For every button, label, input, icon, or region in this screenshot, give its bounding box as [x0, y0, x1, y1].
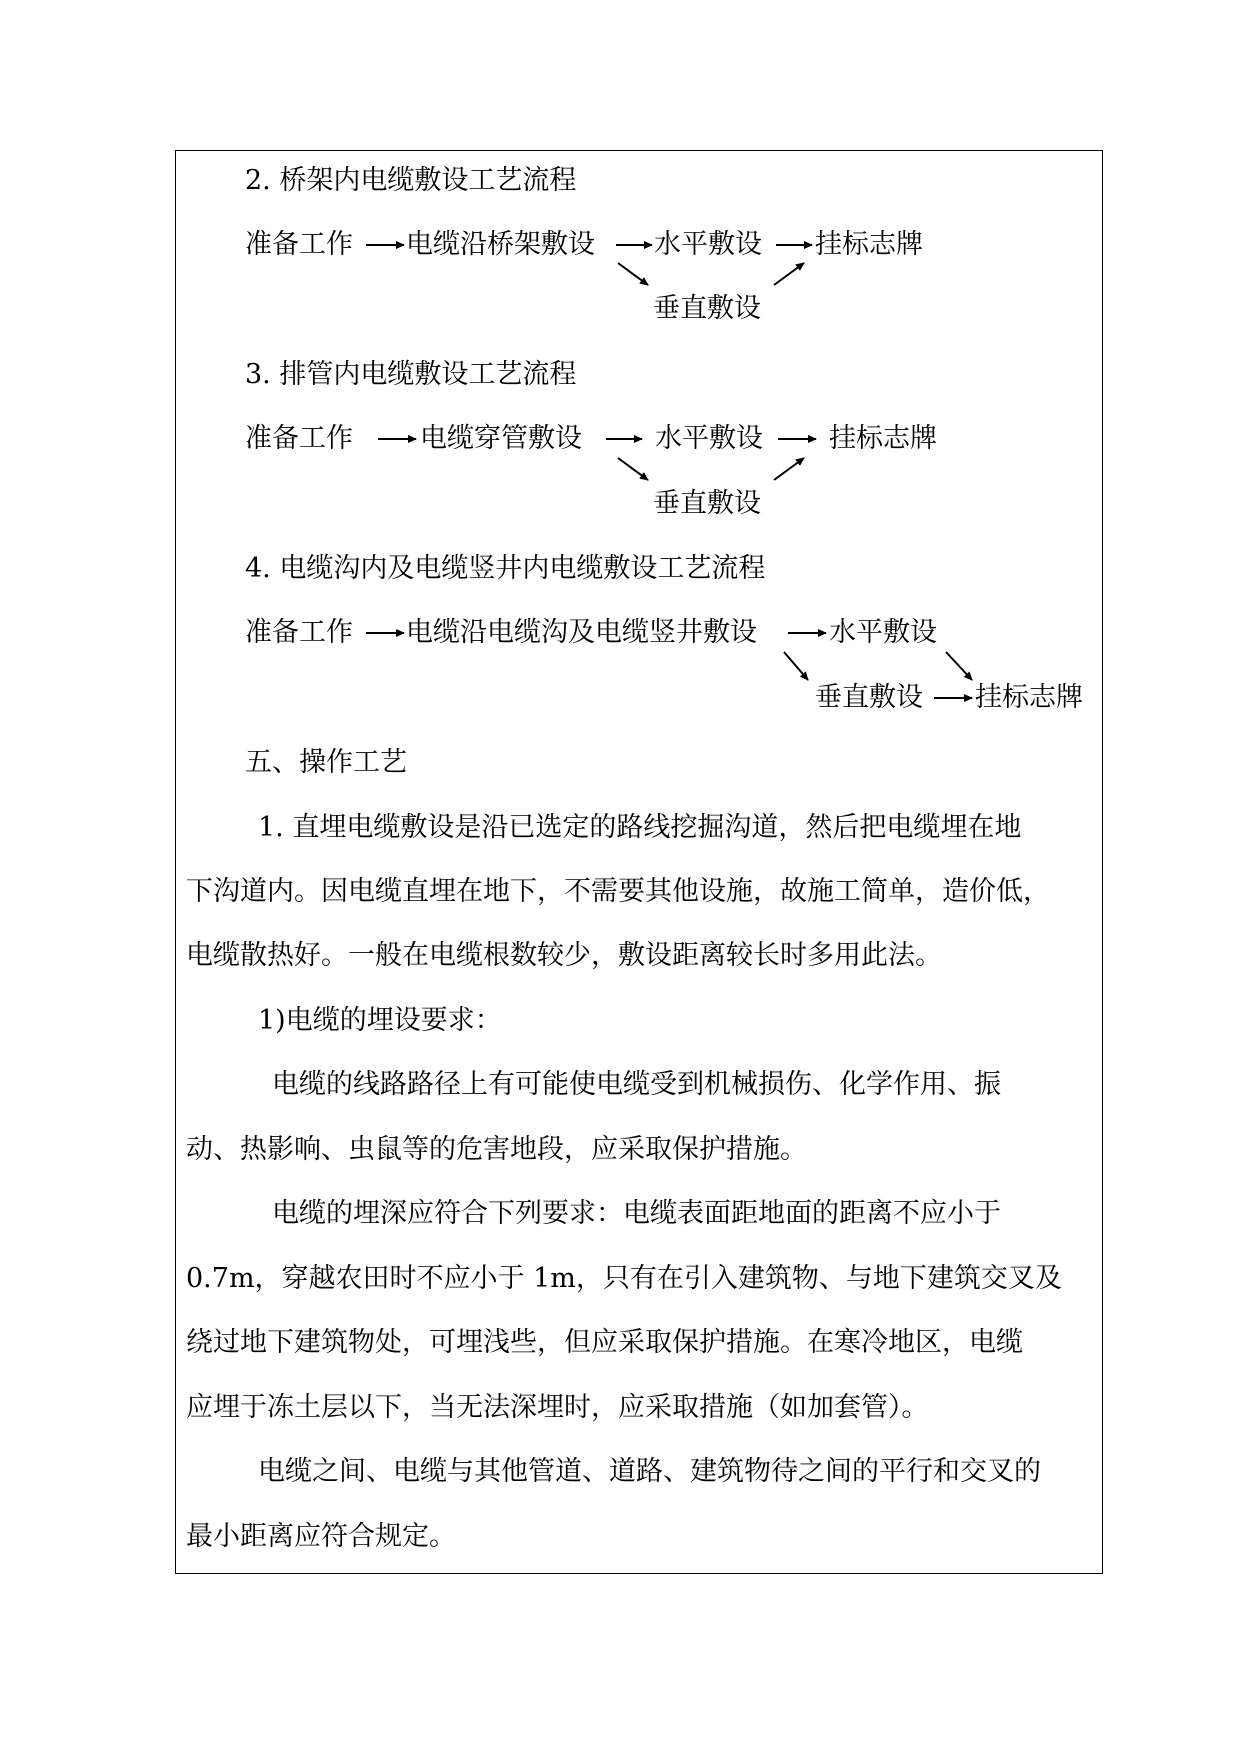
- para3-line: 0.7m，穿越农田时不应小于 1m，只有在引入建筑物、与地下建筑交叉及: [186, 1263, 1062, 1294]
- flow2-horizontal: 水平敷设: [654, 229, 762, 260]
- flow4-step1: 电缆沿电缆沟及电缆竖井敷设: [406, 617, 757, 648]
- para2-line: 动、热影响、虫鼠等的危害地段，应采取保护措施。: [186, 1134, 807, 1165]
- para1-line: 电缆散热好。一般在电缆根数较少，敷设距离较长时多用此法。: [186, 940, 942, 971]
- flow3-horizontal: 水平敷设: [655, 423, 763, 454]
- flow4-vertical: 垂直敷设: [815, 682, 923, 713]
- para4-line: 电缆之间、电缆与其他管道、道路、建筑物待之间的平行和交叉的: [258, 1456, 1041, 1487]
- flow2-end: 挂标志牌: [815, 229, 923, 260]
- flow3-step1: 电缆穿管敷设: [420, 423, 582, 454]
- para1-line: 下沟道内。因电缆直埋在地下，不需要其他设施，故施工简单，造价低，: [186, 876, 1050, 907]
- flow2-vertical: 垂直敷设: [653, 293, 761, 324]
- flow3-prep: 准备工作: [245, 423, 353, 454]
- flow2-prep: 准备工作: [245, 229, 353, 260]
- para4-line: 最小距离应符合规定。: [186, 1521, 456, 1552]
- para1-line: 1. 直埋电缆敷设是沿已选定的路线挖掘沟道，然后把电缆埋在地: [258, 812, 1022, 843]
- flow3-vertical: 垂直敷设: [653, 488, 761, 519]
- subheading-burial-requirements: 1)电缆的埋设要求：: [258, 1005, 502, 1036]
- flow4-horizontal: 水平敷设: [829, 617, 937, 648]
- para3-line: 绕过地下建筑物处，可埋浅些，但应采取保护措施。在寒冷地区，电缆: [186, 1327, 1023, 1358]
- section5-heading: 五、操作工艺: [245, 747, 407, 778]
- flow4-end: 挂标志牌: [975, 682, 1083, 713]
- flow2-step1: 电缆沿桥架敷设: [406, 229, 595, 260]
- flow3-end: 挂标志牌: [829, 423, 937, 454]
- flow2-heading: 2. 桥架内电缆敷设工艺流程: [245, 165, 577, 196]
- para3-line: 电缆的埋深应符合下列要求：电缆表面距地面的距离不应小于: [272, 1198, 1001, 1229]
- flow4-prep: 准备工作: [245, 617, 353, 648]
- para2-line: 电缆的线路路径上有可能使电缆受到机械损伤、化学作用、振: [272, 1069, 1001, 1100]
- para3-line: 应埋于冻土层以下，当无法深埋时，应采取措施（如加套管）。: [186, 1392, 929, 1423]
- flow3-heading: 3. 排管内电缆敷设工艺流程: [245, 359, 577, 390]
- flow4-heading: 4. 电缆沟内及电缆竖井内电缆敷设工艺流程: [245, 553, 766, 584]
